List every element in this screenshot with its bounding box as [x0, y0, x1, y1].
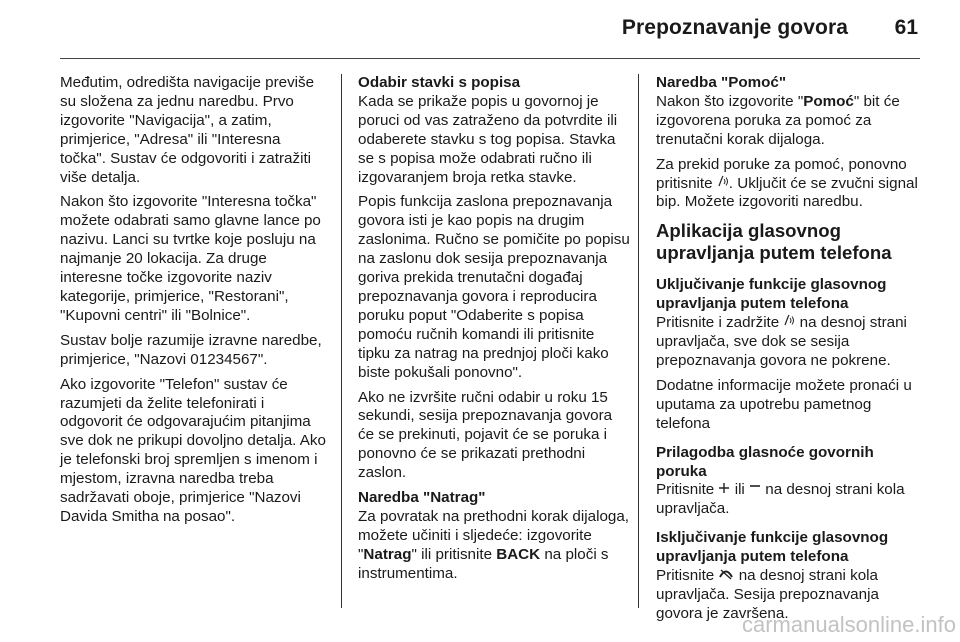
text: " bit će izgovorena poruka za pomoć za trenutačni korak dijaloga.: [656, 92, 900, 148]
text: " ili pritisnite: [411, 545, 497, 563]
section-block: [656, 74, 924, 150]
text: na desnoj strani kola upravljača. Sesija prepoznavanja govora je završena.: [656, 567, 879, 622]
page-number: 61: [894, 16, 918, 39]
paragraph: Dodatne informacije možete pronaći u uputama za upotrebu pametnog telefona: [656, 376, 912, 432]
paragraph: Nakon što izgovorite "Interesna točka" možete odabrati samo glavne lance po nazivu. Lanci su tvrtke koje posluju na najmanje 20 lokacija. Za druge interesne točke izgovorite naziv kategorije, primjerice, "Restorani", "Kupovni centri" ili "Bolnice".: [60, 193, 321, 324]
paragraph: [656, 481, 924, 519]
column-divider: [638, 74, 639, 608]
paragraph: Ako izgovorite "Telefon" sustav će razumjeti da želite telefonirati i odgovorit će odgovarajućim pitanjima sve dok ne prikupi dovoljno detalja. Ako je telefonski broj spremljen s imenom i mjestom, izravna naredba treba sadržavati oboje, primjerice "Nazovi Davida Smitha na posao".: [60, 375, 326, 525]
paragraph: Ako ne izvršite ručni odabir u roku 15 sekundi, sesija prepoznavanja govora će se prekinuti, pojavit će se poruka i ponovno će se prikazati prethodni zaslon.: [358, 388, 613, 482]
paragraph: Međutim, odredišta navigacije previše su složena za jednu naredbu. Prvo izgovorite "Navigacija", a zatim, primjerice, "Adresa" ili "Interesna točka". Sustav će odgovoriti i zatražiti više detalja.: [60, 74, 315, 186]
text: Nakon što izgovorite ": [656, 92, 804, 110]
text: ili: [730, 481, 750, 499]
section-heading: Naredba "Natrag": [358, 489, 486, 507]
page-header: [0, 0, 960, 64]
section-heading: Odabir stavki s popisa: [358, 74, 521, 91]
header-rule: [60, 58, 920, 59]
text: Za prekid poruke za pomoć, ponovno pritisnite: [656, 155, 907, 192]
section-heading: Naredba "Pomoć": [656, 74, 787, 91]
section-block: [358, 489, 630, 584]
text: Za povratak na prethodni korak dijaloga, možete učiniti i sljedeće: izgovorite ": [358, 507, 630, 563]
column-left: [60, 74, 328, 533]
column-divider: [341, 74, 342, 608]
paragraph: [656, 314, 924, 371]
plus-icon: [718, 481, 730, 500]
hang-up-icon: [718, 567, 734, 586]
voice-control-icon: [717, 175, 729, 194]
column-middle: [358, 74, 630, 590]
subsection-heading: Uključivanje funkcije glasovnog upravljanja putem telefona: [656, 276, 887, 313]
text: Pritisnite i zadržite: [656, 314, 784, 332]
paragraph: Popis funkcija zaslona prepoznavanja govora isti je kao popis na drugim zaslonima. Ručno se pomičite po popisu na zaslonu dok sesija prepoznavanja goriva prekida trenutačni događaj prepoznavanja govora i reproducira poruku poput "Odaberite s popisa pomoću ručnih komandi ili pritisnite tipku za natrag na prednjoj ploči kako biste pokušali ponovno".: [358, 193, 630, 381]
page-title: Prepoznavanje govora: [621, 16, 848, 39]
voice-control-icon: [783, 314, 795, 333]
text: Pritisnite: [656, 567, 719, 585]
text: . Uključit će se zvučni signal bip. Možete izgovoriti naredbu.: [656, 174, 918, 211]
command-natrag: Natrag: [363, 545, 412, 563]
text: na desnoj strani upravljača, sve dok se sesija prepoznavanja govora ne pokrene.: [656, 314, 907, 369]
command-pomoc: Pomoć: [803, 92, 854, 110]
paragraph: Sustav bolje razumije izravne naredbe, primjerice, "Nazovi 01234567".: [60, 331, 322, 368]
text: Pritisnite: [656, 481, 719, 499]
text: na ploči s instrumentima.: [358, 545, 609, 582]
paragraph: [656, 156, 924, 213]
subsection-heading: Isključivanje funkcije glasovnog upravljanja putem telefona: [656, 529, 889, 566]
watermark: carmanualsonline.info: [741, 612, 956, 637]
back-key-label: BACK: [496, 545, 541, 563]
paragraph: Kada se prikaže popis u govornoj je poruci od vas zatraženo da potvrdite ili odaberete stavku s tog popisa. Stavka se s popisa može odabrati ručno ili izgovaranjem broja retka stavke.: [358, 92, 618, 186]
minus-icon: [749, 481, 761, 500]
text: na desnoj strani kola upravljača.: [656, 481, 905, 518]
section-block: [358, 74, 630, 187]
section-heading-large: Aplikacija glasovnog upravljanja putem telefona: [656, 220, 892, 264]
subsection-heading: Prilagodba glasnoće govornih poruka: [656, 443, 874, 480]
column-right: [656, 74, 924, 630]
